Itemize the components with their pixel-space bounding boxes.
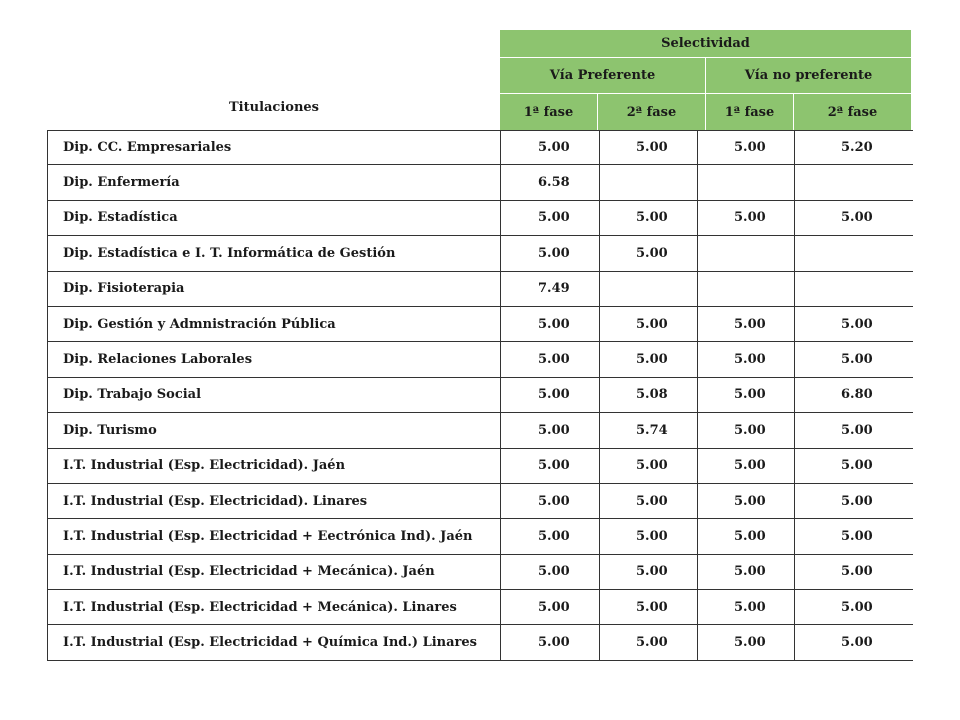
column-divider — [599, 272, 600, 306]
cell-value: 5.00 — [841, 635, 873, 651]
cell-value: 5.00 — [636, 635, 668, 651]
cell-value: 5.00 — [841, 564, 873, 580]
cell-value: 5.00 — [636, 352, 668, 368]
column-divider — [697, 590, 698, 624]
cell-value: 5.00 — [841, 599, 873, 615]
column-divider — [500, 131, 501, 164]
header-fase-2-no-preferente: 2ª fase — [794, 94, 912, 130]
column-divider — [697, 201, 698, 235]
row-titulacion: Dip. CC. Empresariales — [63, 140, 232, 156]
column-divider — [599, 131, 600, 164]
cell-value: 5.00 — [636, 564, 668, 580]
column-divider — [599, 236, 600, 270]
column-divider — [794, 236, 795, 270]
header-via-no-preferente: Vía no preferente — [706, 58, 912, 94]
column-divider — [500, 484, 501, 518]
column-divider — [500, 201, 501, 235]
column-divider — [697, 555, 698, 589]
table-row — [47, 555, 913, 590]
cell-value: 5.00 — [538, 635, 570, 651]
row-titulacion: I.T. Industrial (Esp. Electricidad + Mecánica). Jaén — [63, 564, 435, 580]
column-divider — [599, 449, 600, 483]
cell-value: 5.00 — [734, 210, 766, 226]
column-divider — [697, 378, 698, 412]
cell-value: 5.00 — [636, 140, 668, 156]
cell-value: 5.00 — [538, 564, 570, 580]
cell-value: 5.00 — [734, 140, 766, 156]
cell-value: 5.00 — [538, 599, 570, 615]
row-titulacion: I.T. Industrial (Esp. Electricidad + Química Ind.) Linares — [63, 635, 477, 651]
row-titulacion: I.T. Industrial (Esp. Electricidad + Mecánica). Linares — [63, 599, 457, 615]
cell-value: 5.00 — [636, 245, 668, 261]
cell-value: 5.00 — [734, 387, 766, 403]
column-divider — [794, 201, 795, 235]
header-titulaciones: Titulaciones — [229, 99, 319, 115]
table-row — [47, 449, 913, 484]
column-divider — [599, 413, 600, 447]
column-divider — [794, 413, 795, 447]
column-divider — [500, 555, 501, 589]
cell-value: 5.00 — [734, 599, 766, 615]
column-divider — [500, 236, 501, 270]
column-divider — [697, 413, 698, 447]
cell-value: 5.00 — [734, 635, 766, 651]
header-selectividad: Selectividad — [500, 30, 912, 58]
row-titulacion: Dip. Relaciones Laborales — [63, 352, 253, 368]
table-row — [47, 342, 913, 377]
cell-value: 6.80 — [841, 387, 873, 403]
cell-value: 7.49 — [538, 281, 570, 297]
table-row — [47, 272, 913, 307]
column-divider — [500, 519, 501, 553]
cell-value: 5.00 — [636, 316, 668, 332]
cell-value: 5.00 — [841, 210, 873, 226]
cell-value: 5.00 — [538, 458, 570, 474]
cell-value: 5.00 — [734, 564, 766, 580]
table-row — [47, 378, 913, 413]
cell-value: 5.00 — [538, 528, 570, 544]
column-divider — [794, 131, 795, 164]
column-divider — [794, 590, 795, 624]
column-divider — [697, 484, 698, 518]
row-titulacion: Dip. Trabajo Social — [63, 387, 202, 403]
column-divider — [794, 307, 795, 341]
cell-value: 5.00 — [841, 493, 873, 509]
column-divider — [500, 307, 501, 341]
column-divider — [794, 555, 795, 589]
column-divider — [500, 342, 501, 376]
column-divider — [500, 272, 501, 306]
column-divider — [697, 519, 698, 553]
row-titulacion: I.T. Industrial (Esp. Electricidad). Jaén — [63, 458, 346, 474]
column-divider — [794, 625, 795, 659]
column-divider — [697, 272, 698, 306]
header-via-preferente: Vía Preferente — [500, 58, 706, 94]
column-divider — [697, 131, 698, 164]
column-divider — [697, 307, 698, 341]
column-divider — [794, 342, 795, 376]
cell-value: 5.00 — [636, 528, 668, 544]
table-row — [47, 519, 913, 554]
column-divider — [697, 236, 698, 270]
column-divider — [697, 342, 698, 376]
row-titulacion: Dip. Estadística e I. T. Informática de Gestión — [63, 245, 396, 261]
table-row — [47, 165, 913, 200]
header-fase-1-preferente: 1ª fase — [500, 94, 598, 130]
column-divider — [599, 519, 600, 553]
column-divider — [500, 449, 501, 483]
cell-value: 5.00 — [636, 458, 668, 474]
table-row — [47, 201, 913, 236]
column-divider — [599, 590, 600, 624]
column-divider — [794, 378, 795, 412]
column-divider — [697, 449, 698, 483]
cell-value: 5.00 — [636, 493, 668, 509]
column-divider — [599, 625, 600, 659]
cell-value: 5.00 — [734, 422, 766, 438]
column-divider — [794, 484, 795, 518]
cell-value: 5.00 — [538, 352, 570, 368]
cell-value: 5.00 — [734, 316, 766, 332]
header-fase-2-preferente: 2ª fase — [598, 94, 706, 130]
column-divider — [599, 484, 600, 518]
cell-value: 5.00 — [841, 352, 873, 368]
table-row — [47, 625, 913, 660]
cell-value: 5.00 — [538, 210, 570, 226]
column-divider — [697, 625, 698, 659]
cell-value: 5.00 — [538, 493, 570, 509]
cell-value: 5.20 — [841, 140, 873, 156]
cell-value: 5.00 — [734, 352, 766, 368]
column-divider — [794, 165, 795, 199]
column-divider — [599, 307, 600, 341]
column-divider — [794, 519, 795, 553]
cell-value: 5.74 — [636, 422, 668, 438]
column-divider — [599, 342, 600, 376]
cell-value: 5.00 — [538, 140, 570, 156]
column-divider — [697, 165, 698, 199]
column-divider — [500, 413, 501, 447]
table-row — [47, 130, 913, 165]
column-divider — [794, 449, 795, 483]
row-titulacion: I.T. Industrial (Esp. Electricidad). Linares — [63, 493, 368, 509]
cell-value: 5.08 — [636, 387, 668, 403]
column-divider — [500, 378, 501, 412]
column-divider — [500, 165, 501, 199]
cell-value: 5.00 — [734, 493, 766, 509]
cell-value: 5.00 — [734, 528, 766, 544]
table-row — [47, 484, 913, 519]
table-row — [47, 307, 913, 342]
cell-value: 6.58 — [538, 175, 570, 191]
table-row — [47, 590, 913, 625]
cell-value: 5.00 — [841, 316, 873, 332]
cell-value: 5.00 — [538, 316, 570, 332]
column-divider — [794, 272, 795, 306]
column-divider — [500, 590, 501, 624]
column-divider — [599, 378, 600, 412]
row-titulacion: Dip. Fisioterapia — [63, 281, 185, 297]
cell-value: 5.00 — [734, 458, 766, 474]
column-divider — [599, 165, 600, 199]
row-titulacion: Dip. Turismo — [63, 422, 157, 438]
cell-value: 5.00 — [538, 387, 570, 403]
cell-value: 5.00 — [841, 528, 873, 544]
row-titulacion: Dip. Gestión y Admnistración Pública — [63, 316, 336, 332]
cell-value: 5.00 — [538, 245, 570, 261]
table-body — [47, 130, 913, 661]
table-row — [47, 236, 913, 271]
header-fase-1-no-preferente: 1ª fase — [706, 94, 794, 130]
cell-value: 5.00 — [841, 422, 873, 438]
table-row — [47, 413, 913, 448]
cell-value: 5.00 — [841, 458, 873, 474]
column-divider — [599, 555, 600, 589]
cell-value: 5.00 — [538, 422, 570, 438]
row-titulacion: Dip. Enfermería — [63, 175, 180, 191]
column-divider — [599, 201, 600, 235]
cell-value: 5.00 — [636, 599, 668, 615]
row-titulacion: I.T. Industrial (Esp. Electricidad + Eectrónica Ind). Jaén — [63, 528, 473, 544]
cell-value: 5.00 — [636, 210, 668, 226]
column-divider — [500, 625, 501, 659]
row-titulacion: Dip. Estadística — [63, 210, 178, 226]
